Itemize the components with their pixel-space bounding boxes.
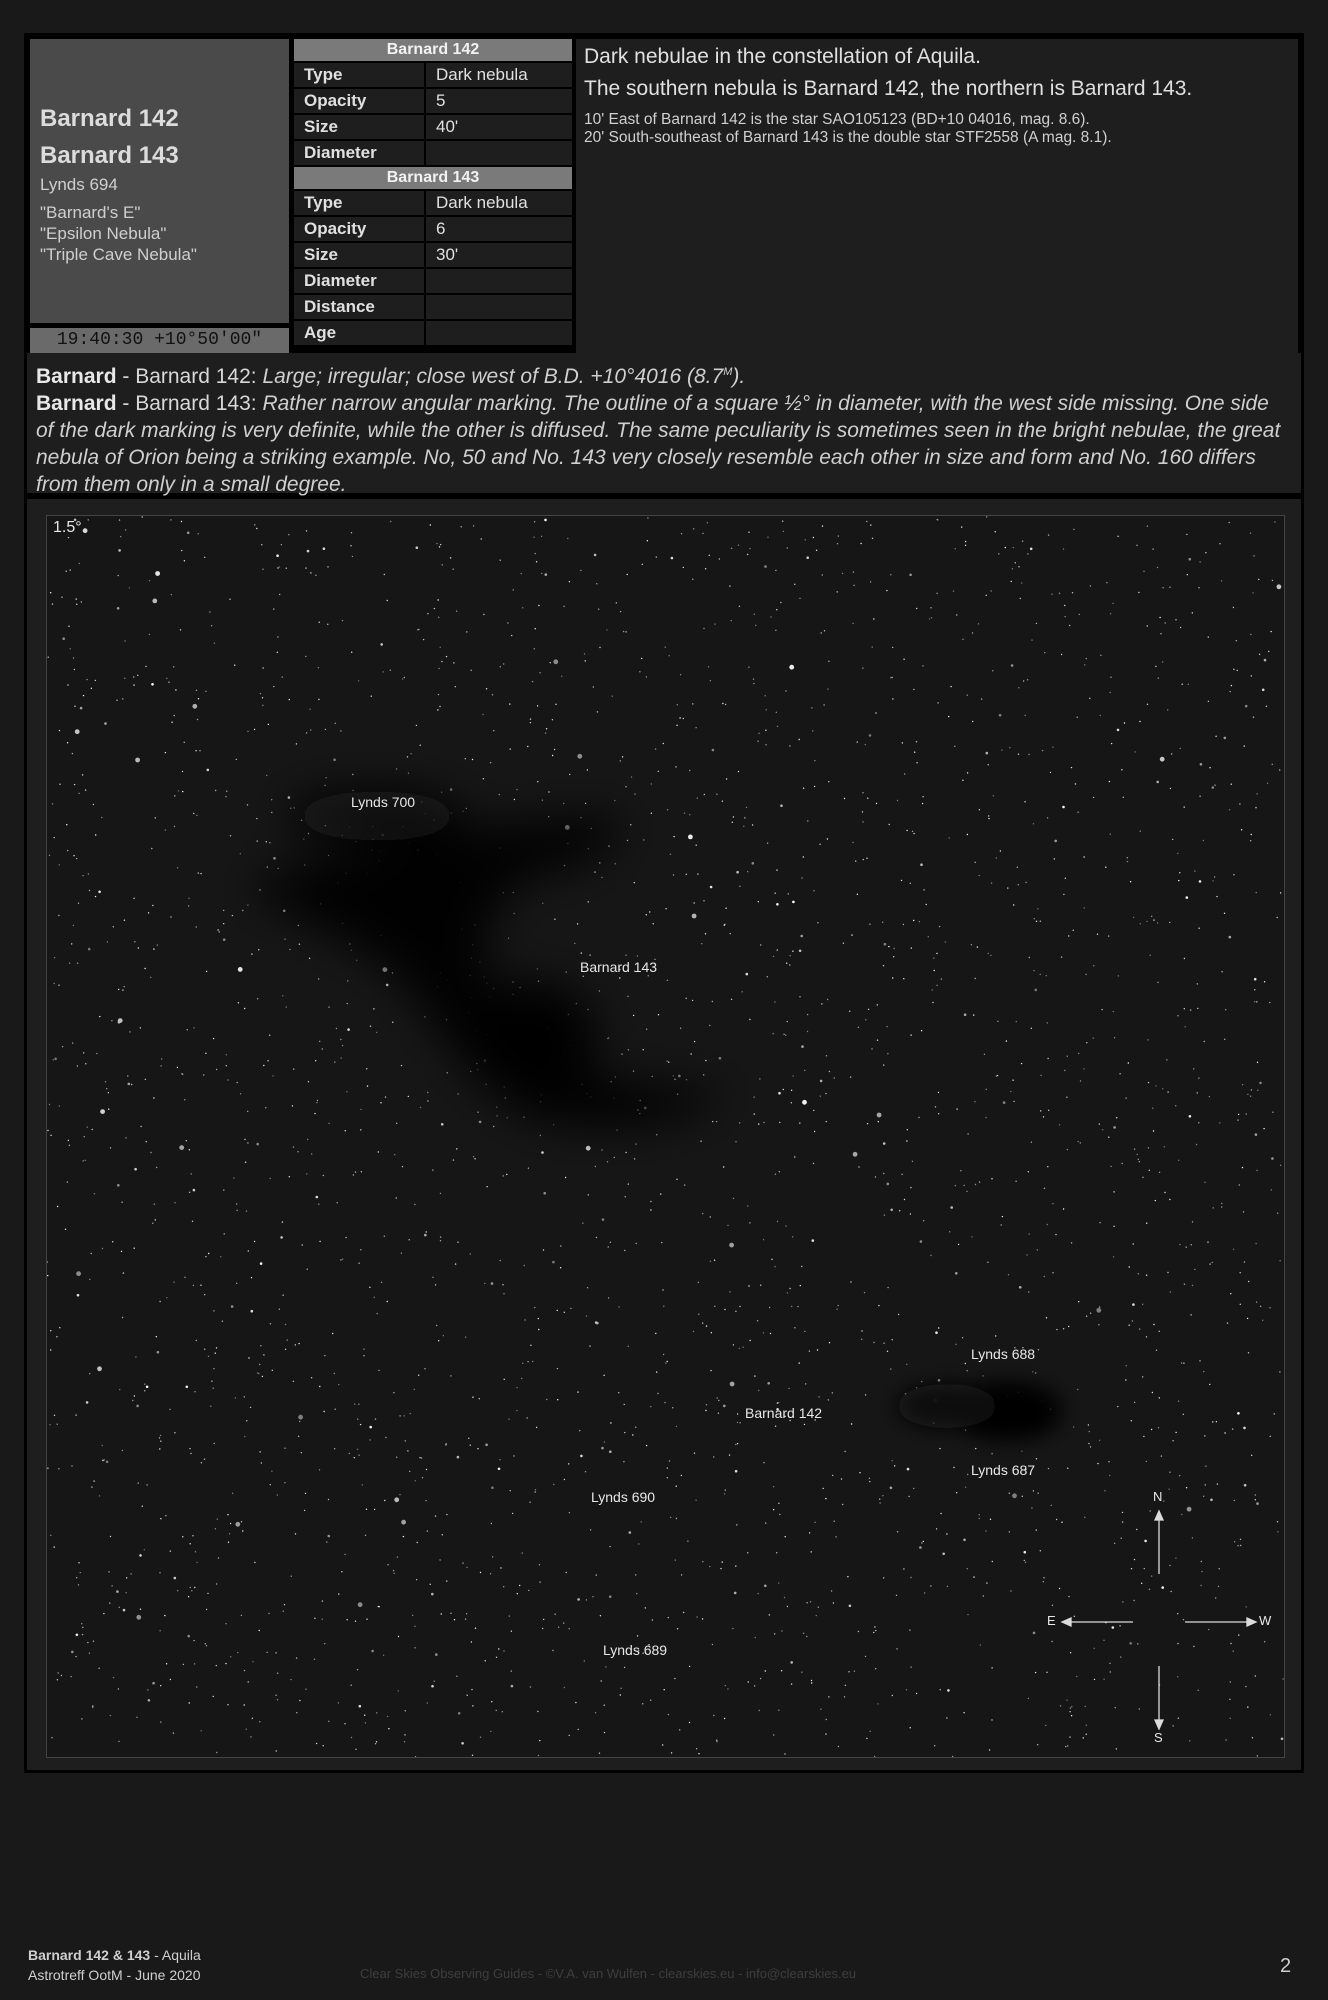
catalog-source: Barnard — [36, 392, 117, 415]
compass-w-label: W — [1259, 1613, 1272, 1628]
catalog-descriptions — [24, 353, 1304, 496]
catalog-text: Rather narrow angular marking. The outline of a square ½° in diameter, with the west side missing. One side of the dark marking is very definite, while the other is diffused. The same peculiarity is sometimes seen in the bright nebulae, the great nebula of Orion being a striking example. No, 50 and No. 143 very closely resemble each other in size and form and No. 160 differs from them only in a small degree. — [36, 392, 1281, 496]
prop-value-opacity: 5 — [425, 88, 572, 114]
label-lynds-687: Lynds 687 — [971, 1462, 1036, 1478]
footer-object: Barnard 142 & 143 — [28, 1947, 151, 1963]
prop-label: Diameter — [294, 268, 425, 294]
table-row — [294, 268, 572, 294]
catalog-object: - Barnard 143: — [116, 392, 263, 415]
table-row — [294, 216, 572, 242]
nickname: "Epsilon Nebula" — [40, 224, 167, 243]
magnitude-superscript: M — [723, 366, 733, 378]
footer-constellation: - Aquila — [150, 1947, 201, 1963]
nickname: "Triple Cave Nebula" — [40, 245, 197, 264]
properties-table — [294, 39, 572, 347]
starfield-photo — [46, 515, 1285, 1758]
label-lynds-690: Lynds 690 — [591, 1489, 656, 1505]
object-header-panel — [24, 33, 1304, 353]
footer-title — [28, 1945, 201, 1985]
description-note: 10' East of Barnard 142 is the star SAO105123 (BD+10 04016, mag. 8.6). — [584, 111, 1090, 128]
description-line: The southern nebula is Barnard 142, the northern is Barnard 143. — [584, 77, 1193, 100]
prop-label: Opacity — [294, 88, 425, 114]
prop-label: Size — [294, 242, 425, 268]
catalog-entry — [36, 359, 1292, 390]
table-row — [294, 294, 572, 320]
compass-s-label: S — [1154, 1730, 1163, 1745]
prop-value-size: 40' — [425, 114, 572, 140]
table-section-header — [294, 166, 572, 190]
catalog-object: - Barnard 142: — [116, 365, 263, 388]
catalog-text: Large; irregular; close west of B.D. +10°4016 $(8.7^M)$. — [262, 365, 746, 388]
prop-value-type: Dark nebula — [425, 190, 572, 216]
nickname: "Barnard's E" — [40, 203, 141, 222]
prop-label: Diameter — [294, 140, 425, 166]
prop-label: Opacity — [294, 216, 425, 242]
label-lynds-689: Lynds 689 — [603, 1642, 668, 1658]
prop-value-distance — [425, 294, 572, 320]
scale-label: 1.5° — [53, 519, 82, 536]
table-row — [294, 62, 572, 88]
table-section-header — [294, 39, 572, 62]
coordinates: 19:40:30 +10°50'00" — [30, 328, 289, 353]
prop-value-age — [425, 320, 572, 346]
prop-label: Distance — [294, 294, 425, 320]
table-row — [294, 320, 572, 346]
prop-label: Type — [294, 62, 425, 88]
prop-value-type: Dark nebula — [425, 62, 572, 88]
catalog-source: Barnard — [36, 365, 117, 388]
description-line: Dark nebulae in the constellation of Aquila. — [584, 45, 981, 68]
prop-value-size: 30' — [425, 242, 572, 268]
prop-value-diameter — [425, 268, 572, 294]
label-barnard-142: Barnard 142 — [745, 1405, 823, 1421]
page-number: 2 — [1280, 1955, 1292, 1977]
label-lynds-688: Lynds 688 — [971, 1346, 1036, 1362]
label-lynds-700: Lynds 700 — [351, 794, 416, 810]
footer-subtitle: Astrotreff OotM - June 2020 — [28, 1967, 201, 1983]
nickname-list — [40, 202, 197, 265]
label-barnard-143: Barnard 143 — [580, 959, 658, 975]
object-name-box — [30, 39, 289, 323]
catalog-entry — [36, 390, 1292, 498]
object-name-primary: Barnard 142 — [40, 105, 179, 132]
table-row — [294, 88, 572, 114]
prop-label: Type — [294, 190, 425, 216]
table-row — [294, 242, 572, 268]
image-panel — [24, 496, 1304, 1773]
table-row — [294, 140, 572, 166]
description-box — [576, 39, 1298, 353]
section-title-b143: Barnard 143 — [294, 166, 572, 190]
object-alt-name: Lynds 694 — [40, 175, 118, 194]
description-note: 20' South-southeast of Barnard 143 is the double star STF2558 (A mag. 8.1). — [584, 129, 1112, 146]
prop-value-diameter — [425, 140, 572, 166]
object-name-secondary: Barnard 143 — [40, 142, 179, 169]
prop-label: Age — [294, 320, 425, 346]
prop-value-opacity: 6 — [425, 216, 572, 242]
footer-credits: Clear Skies Observing Guides - ©V.A. van Wulfen - clearskies.eu - info@clearskies.eu — [360, 1966, 857, 1981]
compass-n-label: N — [1153, 1489, 1163, 1504]
prop-label: Size — [294, 114, 425, 140]
compass-e-label: E — [1047, 1613, 1056, 1628]
starfield-image — [47, 516, 1284, 1757]
section-title-b142: Barnard 142 — [294, 39, 572, 62]
table-row — [294, 114, 572, 140]
table-row — [294, 190, 572, 216]
